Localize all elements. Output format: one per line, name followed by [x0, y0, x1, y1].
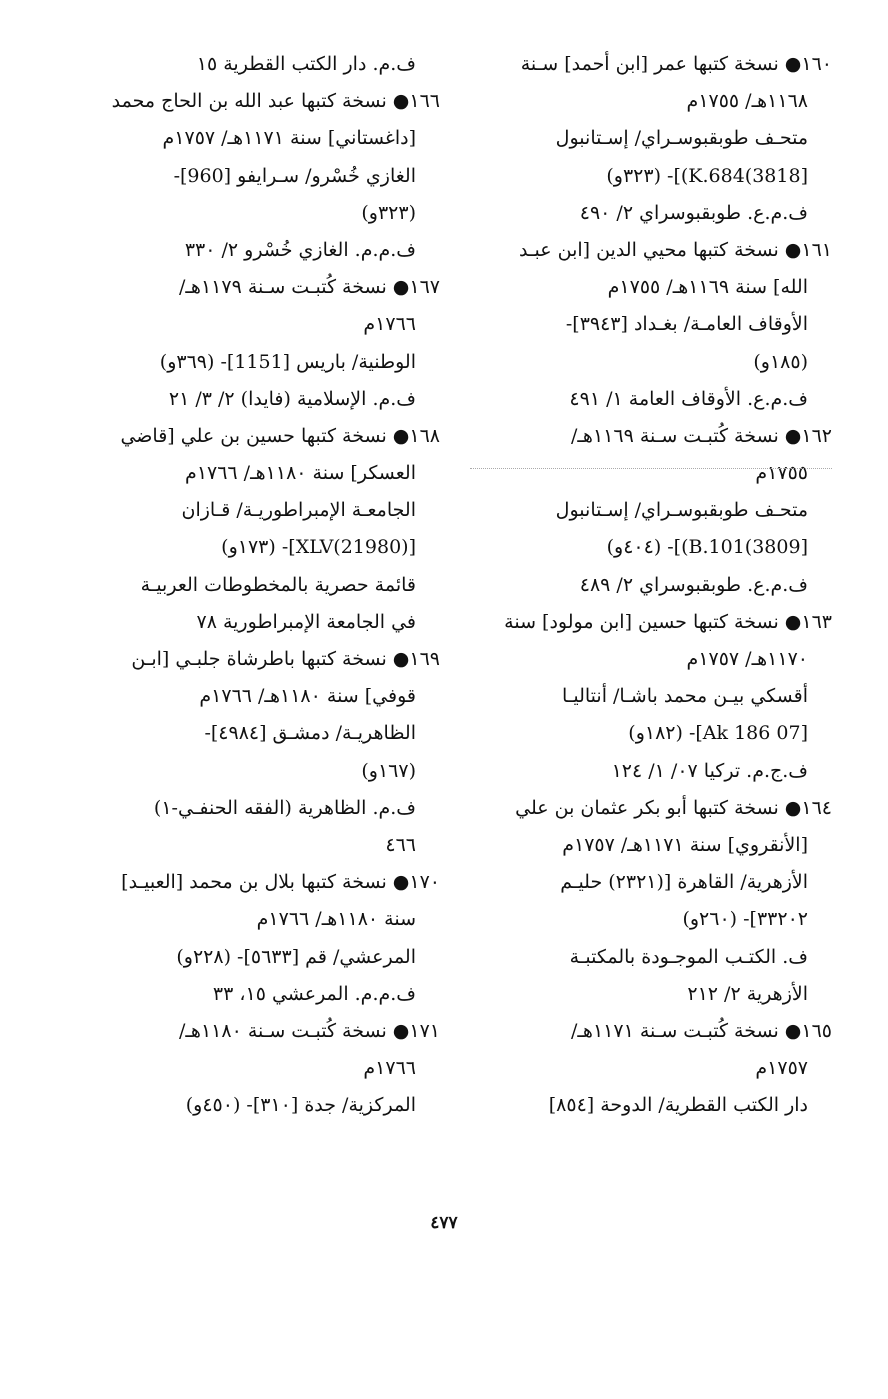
- text-line: ١٧٦٦م: [363, 1057, 416, 1080]
- text-line: ١٦٤● نسخة كتبها أبو بكر عثمان بن علي: [515, 796, 832, 819]
- text-line: [3818)K.684)]- (٣٢٣و): [606, 164, 808, 187]
- text-line: ١٧٦٦م: [363, 313, 416, 336]
- text-line: ١٦٦● نسخة كتبها عبد الله بن الحاج محمد: [111, 90, 440, 113]
- text-line: [الأنقروي] سنة ١١٧١هـ/ ١٧٥٧م: [562, 833, 808, 856]
- text-line: دار الكتب القطرية/ الدوحة [٨٥٤]: [548, 1094, 808, 1117]
- page-number: ٤٧٧: [430, 1213, 458, 1233]
- text-line: [3809)B.101)]- (٤٠٤و): [606, 536, 808, 559]
- text-line: ١٦٢● نسخة كُتبـت سـنة ١١٦٩هـ/: [570, 424, 832, 447]
- text-line: ١٧٠● نسخة كتبها بلال بن محمد [العبيـد]: [121, 871, 440, 894]
- text-line: ف.ج.م. تركيا ٠٧/ ١/ ١٢٤: [611, 759, 808, 782]
- text-line: (١٨٥و): [753, 350, 808, 373]
- text-line: ١١٧٠هـ/ ١٧٥٧م: [686, 648, 808, 670]
- text-line: [07 Ak 186]- (١٨٢و): [628, 722, 808, 745]
- right-column: [470, 46, 832, 1124]
- text-line: ٣٣٢٠٢]- (٢٦٠و): [682, 908, 808, 931]
- text-line: ف.م.م. المرعشي ١٥، ٣٣: [212, 982, 416, 1005]
- text-line: ف. الكتـب الموجـودة بالمكتبـة: [569, 945, 808, 968]
- text-line: ف.م. الإسلامية (فايدا) ٢/ ٣/ ٢١: [168, 387, 416, 410]
- text-line: ف.م.ع. طوبقبوسراي ٢/ ٤٨٩: [579, 573, 808, 596]
- text-line: الأزهرية/ القاهرة [(٢٣٢١) حليـم: [560, 871, 808, 894]
- text-line: ١٦٠● نسخة كتبها عمر [ابن أحمد] سـنة: [520, 53, 832, 75]
- text-line: الظاهريـة/ دمشـق [٤٩٨٤]-: [204, 722, 416, 745]
- text-line: ف.م.ع. طوبقبوسراي ٢/ ٤٩٠: [579, 201, 808, 224]
- text-line: ١٦٨● نسخة كتبها حسين بن علي [قاضي: [120, 424, 440, 447]
- text-line: ١٦١● نسخة كتبها محيي الدين [ابن عبـد: [518, 238, 832, 261]
- text-line: الأوقاف العامـة/ بغـداد [٣٩٤٣]-: [565, 313, 808, 336]
- text-line: (٣٢٣و): [361, 201, 416, 224]
- text-line: الوطنية/ باريس [1151]- (٣٦٩و): [159, 350, 416, 373]
- text-line: ١٧٥٥م: [755, 462, 808, 485]
- text-line: ١٦٩● نسخة كتبها باطرشاة جلبـي [ابـن: [131, 648, 440, 670]
- text-line: المركزية/ جدة [٣١٠]- (٤٥٠و): [185, 1094, 416, 1117]
- text-line: سنة ١١٨٠هـ/ ١٧٦٦م: [256, 908, 416, 931]
- text-line: ١١٦٨هـ/ ١٧٥٥م: [686, 90, 808, 113]
- text-line: ١٦٥● نسخة كُتبـت سـنة ١١٧١هـ/: [570, 1019, 832, 1042]
- text-line: ١٦٧● نسخة كُتبـت سـنة ١١٧٩هـ/: [178, 276, 440, 299]
- text-line: ١٧١● نسخة كُتبـت سـنة ١١٨٠هـ/: [178, 1019, 440, 1042]
- text-line: متحـف طوبقبوسـراي/ إسـتانبول: [555, 127, 808, 150]
- text-line: ١٦٣● نسخة كتبها حسين [ابن مولود] سنة: [504, 610, 832, 633]
- left-column: [100, 46, 440, 1124]
- text-line: ١٧٥٧م: [755, 1057, 808, 1080]
- text-line: [XLV(21980)]- (١٧٣و): [221, 536, 416, 559]
- text-line: [داغستاني] سنة ١١٧١هـ/ ١٧٥٧م: [162, 127, 416, 150]
- text-line: (١٦٧و): [361, 759, 416, 782]
- text-line: ٤٦٦: [385, 833, 416, 856]
- text-line: قوفي] سنة ١١٨٠هـ/ ١٧٦٦م: [199, 685, 416, 708]
- text-line: أقسكي بيـن محمد باشـا/ أنتاليـا: [562, 685, 808, 708]
- dotted-divider: [470, 468, 832, 469]
- text-line: قائمة حصرية بالمخطوطات العربيـة: [140, 573, 416, 596]
- text-line: الجامعـة الإمبراطوريـة/ قـازان: [181, 499, 416, 522]
- text-line: العسكر] سنة ١١٨٠هـ/ ١٧٦٦م: [185, 462, 416, 485]
- text-line: الغازي خُسْرو/ سـرايفو [960]-: [173, 164, 416, 187]
- text-line: في الجامعة الإمبراطورية ٧٨: [196, 610, 416, 633]
- text-line: الأزهرية ٢/ ٢١٢: [687, 982, 808, 1005]
- text-line: ف.م.م. الغازي خُسْرو ٢/ ٣٣٠: [184, 238, 416, 261]
- text-line: المرعشي/ قم [٥٦٣٣]- (٢٢٨و): [176, 945, 416, 968]
- text-line: ف.م. الظاهرية (الفقه الحنفـي-١): [153, 796, 416, 819]
- text-line: متحـف طوبقبوسـراي/ إسـتانبول: [555, 499, 808, 522]
- text-line: ف.م. دار الكتب القطرية ١٥: [196, 53, 416, 75]
- text-line: ف.م.ع. الأوقاف العامة ١/ ٤٩١: [569, 387, 808, 410]
- text-line: الله] سنة ١١٦٩هـ/ ١٧٥٥م: [607, 276, 808, 299]
